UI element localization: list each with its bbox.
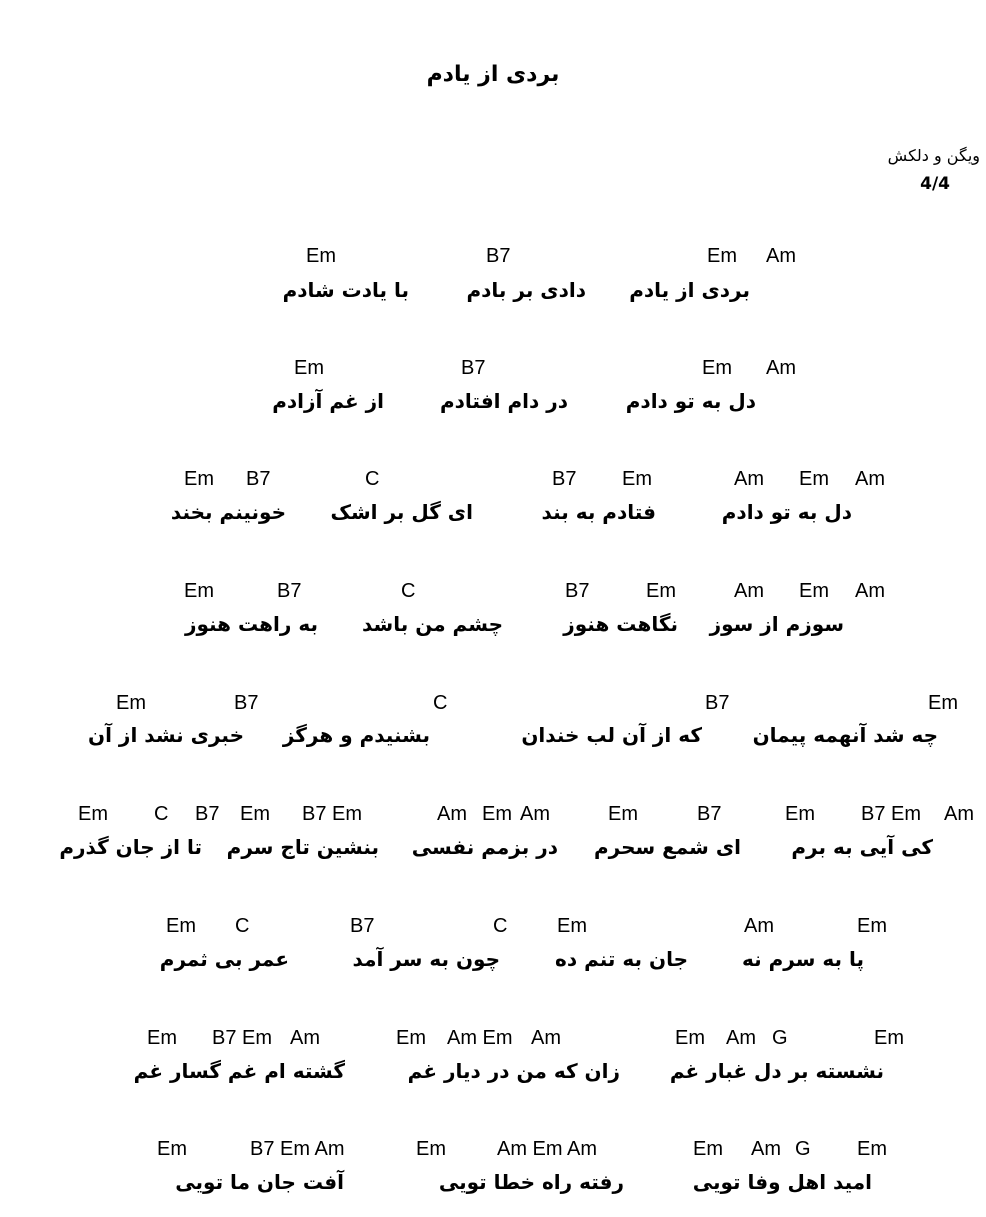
- chord: Em: [646, 580, 676, 602]
- chord: Am: [944, 803, 974, 825]
- lyric-phrase: امید اهل وفا تویی: [692, 1170, 872, 1194]
- chord: Em: [166, 915, 196, 937]
- chord: Em: [240, 803, 270, 825]
- lyric-phrase: رفته راه خطا تویی: [438, 1170, 624, 1194]
- chord: Em: [928, 692, 958, 714]
- chord: Em: [157, 1138, 187, 1160]
- chord: Em: [857, 915, 887, 937]
- lyric-phrase: بردی از یادم: [629, 278, 750, 302]
- lyric-phrase: بشنیدم و هرگز: [282, 723, 430, 747]
- chord: Am: [744, 915, 774, 937]
- chord: B7: [195, 803, 220, 825]
- chord: Em: [874, 1027, 904, 1049]
- chord: B7: [697, 803, 722, 825]
- chord: C: [154, 803, 169, 825]
- chord: Am Em: [447, 1027, 513, 1049]
- chord: Em: [78, 803, 108, 825]
- chord: B7: [277, 580, 302, 602]
- lyric-phrase: دل به تو دادم: [625, 389, 756, 413]
- lyric-phrase: آفت جان ما تویی: [175, 1170, 344, 1194]
- chord: Em: [693, 1138, 723, 1160]
- chord: C: [235, 915, 250, 937]
- lyric-phrase: در بزمم نفسی: [411, 835, 558, 859]
- lyric-phrase: خونینم بخند: [170, 500, 286, 524]
- chord: Em: [799, 580, 829, 602]
- chord: Em: [608, 803, 638, 825]
- lyric-phrase: به راهت هنوز: [184, 612, 318, 636]
- chord: Em: [799, 468, 829, 490]
- chord: Em: [622, 468, 652, 490]
- chord: B7: [705, 692, 730, 714]
- chord: Am Em Am: [497, 1138, 598, 1160]
- song-artist: ویگن و دلکش: [887, 146, 980, 165]
- lyric-phrase: با یادت شادم: [282, 278, 409, 302]
- lyric-phrase: نشسته بر دل غبار غم: [669, 1059, 884, 1083]
- chord: Am: [751, 1138, 781, 1160]
- chord: B7 Em: [302, 803, 363, 825]
- chord: Em: [184, 580, 214, 602]
- lyric-phrase: پا به سرم نه: [742, 947, 864, 971]
- lyric-phrase: کی آیی به برم: [791, 835, 933, 859]
- lyric-phrase: که از آن لب خندان: [521, 723, 702, 747]
- chord: Am: [726, 1027, 756, 1049]
- chord: Em: [416, 1138, 446, 1160]
- chord: C: [493, 915, 508, 937]
- chord: B7: [350, 915, 375, 937]
- chord: Am: [855, 580, 885, 602]
- chord: Am: [766, 245, 796, 267]
- chord: Am: [531, 1027, 561, 1049]
- lyric-phrase: گشته ام غم گسار غم: [133, 1059, 345, 1083]
- chord: G: [772, 1027, 788, 1049]
- lyric-phrase: بنشین تاج سرم: [226, 835, 379, 859]
- chord: Em: [675, 1027, 705, 1049]
- chord: Em: [707, 245, 737, 267]
- chord: Em: [184, 468, 214, 490]
- chord: C: [433, 692, 448, 714]
- chord: B7: [486, 245, 511, 267]
- chord: B7 Em: [212, 1027, 273, 1049]
- chord: B7: [552, 468, 577, 490]
- lyric-phrase: تا از جان گذرم: [59, 835, 202, 859]
- chord: B7: [565, 580, 590, 602]
- chord: C: [365, 468, 380, 490]
- chord: Am: [437, 803, 467, 825]
- chord: Em: [147, 1027, 177, 1049]
- chord: Em: [294, 357, 324, 379]
- lyric-phrase: عمر بی ثمرم: [159, 947, 289, 971]
- chord: Am: [766, 357, 796, 379]
- chord: Em: [785, 803, 815, 825]
- lyric-phrase: خبری نشد از آن: [88, 723, 244, 747]
- chord: B7: [461, 357, 486, 379]
- chord: Em: [116, 692, 146, 714]
- chord: Em: [306, 245, 336, 267]
- lyric-phrase: فتادم به بند: [541, 500, 656, 524]
- chord: Am: [520, 803, 550, 825]
- lyric-phrase: زان که من در دیار غم: [407, 1059, 620, 1083]
- lyric-phrase: دادی بر بادم: [466, 278, 586, 302]
- chord: Em: [482, 803, 512, 825]
- lyric-phrase: دل به تو دادم: [721, 500, 852, 524]
- lyric-phrase: ای شمع سحرم: [593, 835, 741, 859]
- lyric-phrase: ای گل بر اشک: [330, 500, 473, 524]
- lyric-phrase: جان به تنم ده: [555, 947, 688, 971]
- lyric-phrase: نگاهت هنوز: [563, 612, 678, 636]
- chord: Am: [290, 1027, 320, 1049]
- chord: B7: [246, 468, 271, 490]
- lyric-phrase: در دام افتادم: [439, 389, 568, 413]
- lyric-phrase: سوزم از سوز: [709, 612, 844, 636]
- song-title: بردی از یادم: [426, 62, 560, 87]
- chord: B7 Em Am: [250, 1138, 345, 1160]
- chord: G: [795, 1138, 811, 1160]
- chord: Em: [557, 915, 587, 937]
- lyric-phrase: از غم آزادم: [272, 389, 384, 413]
- lyric-phrase: چه شد آنهمه پیمان: [752, 723, 938, 747]
- chord: Am: [855, 468, 885, 490]
- chord: Am: [734, 580, 764, 602]
- chord: Am: [734, 468, 764, 490]
- chord: Em: [702, 357, 732, 379]
- time-signature: 4/4: [920, 174, 950, 194]
- chord: B7: [234, 692, 259, 714]
- lyric-phrase: چشم من باشد: [362, 612, 503, 636]
- chord: C: [401, 580, 416, 602]
- chord: Em: [396, 1027, 426, 1049]
- chord: B7 Em: [861, 803, 922, 825]
- lyric-phrase: چون به سر آمد: [352, 947, 500, 971]
- chord: Em: [857, 1138, 887, 1160]
